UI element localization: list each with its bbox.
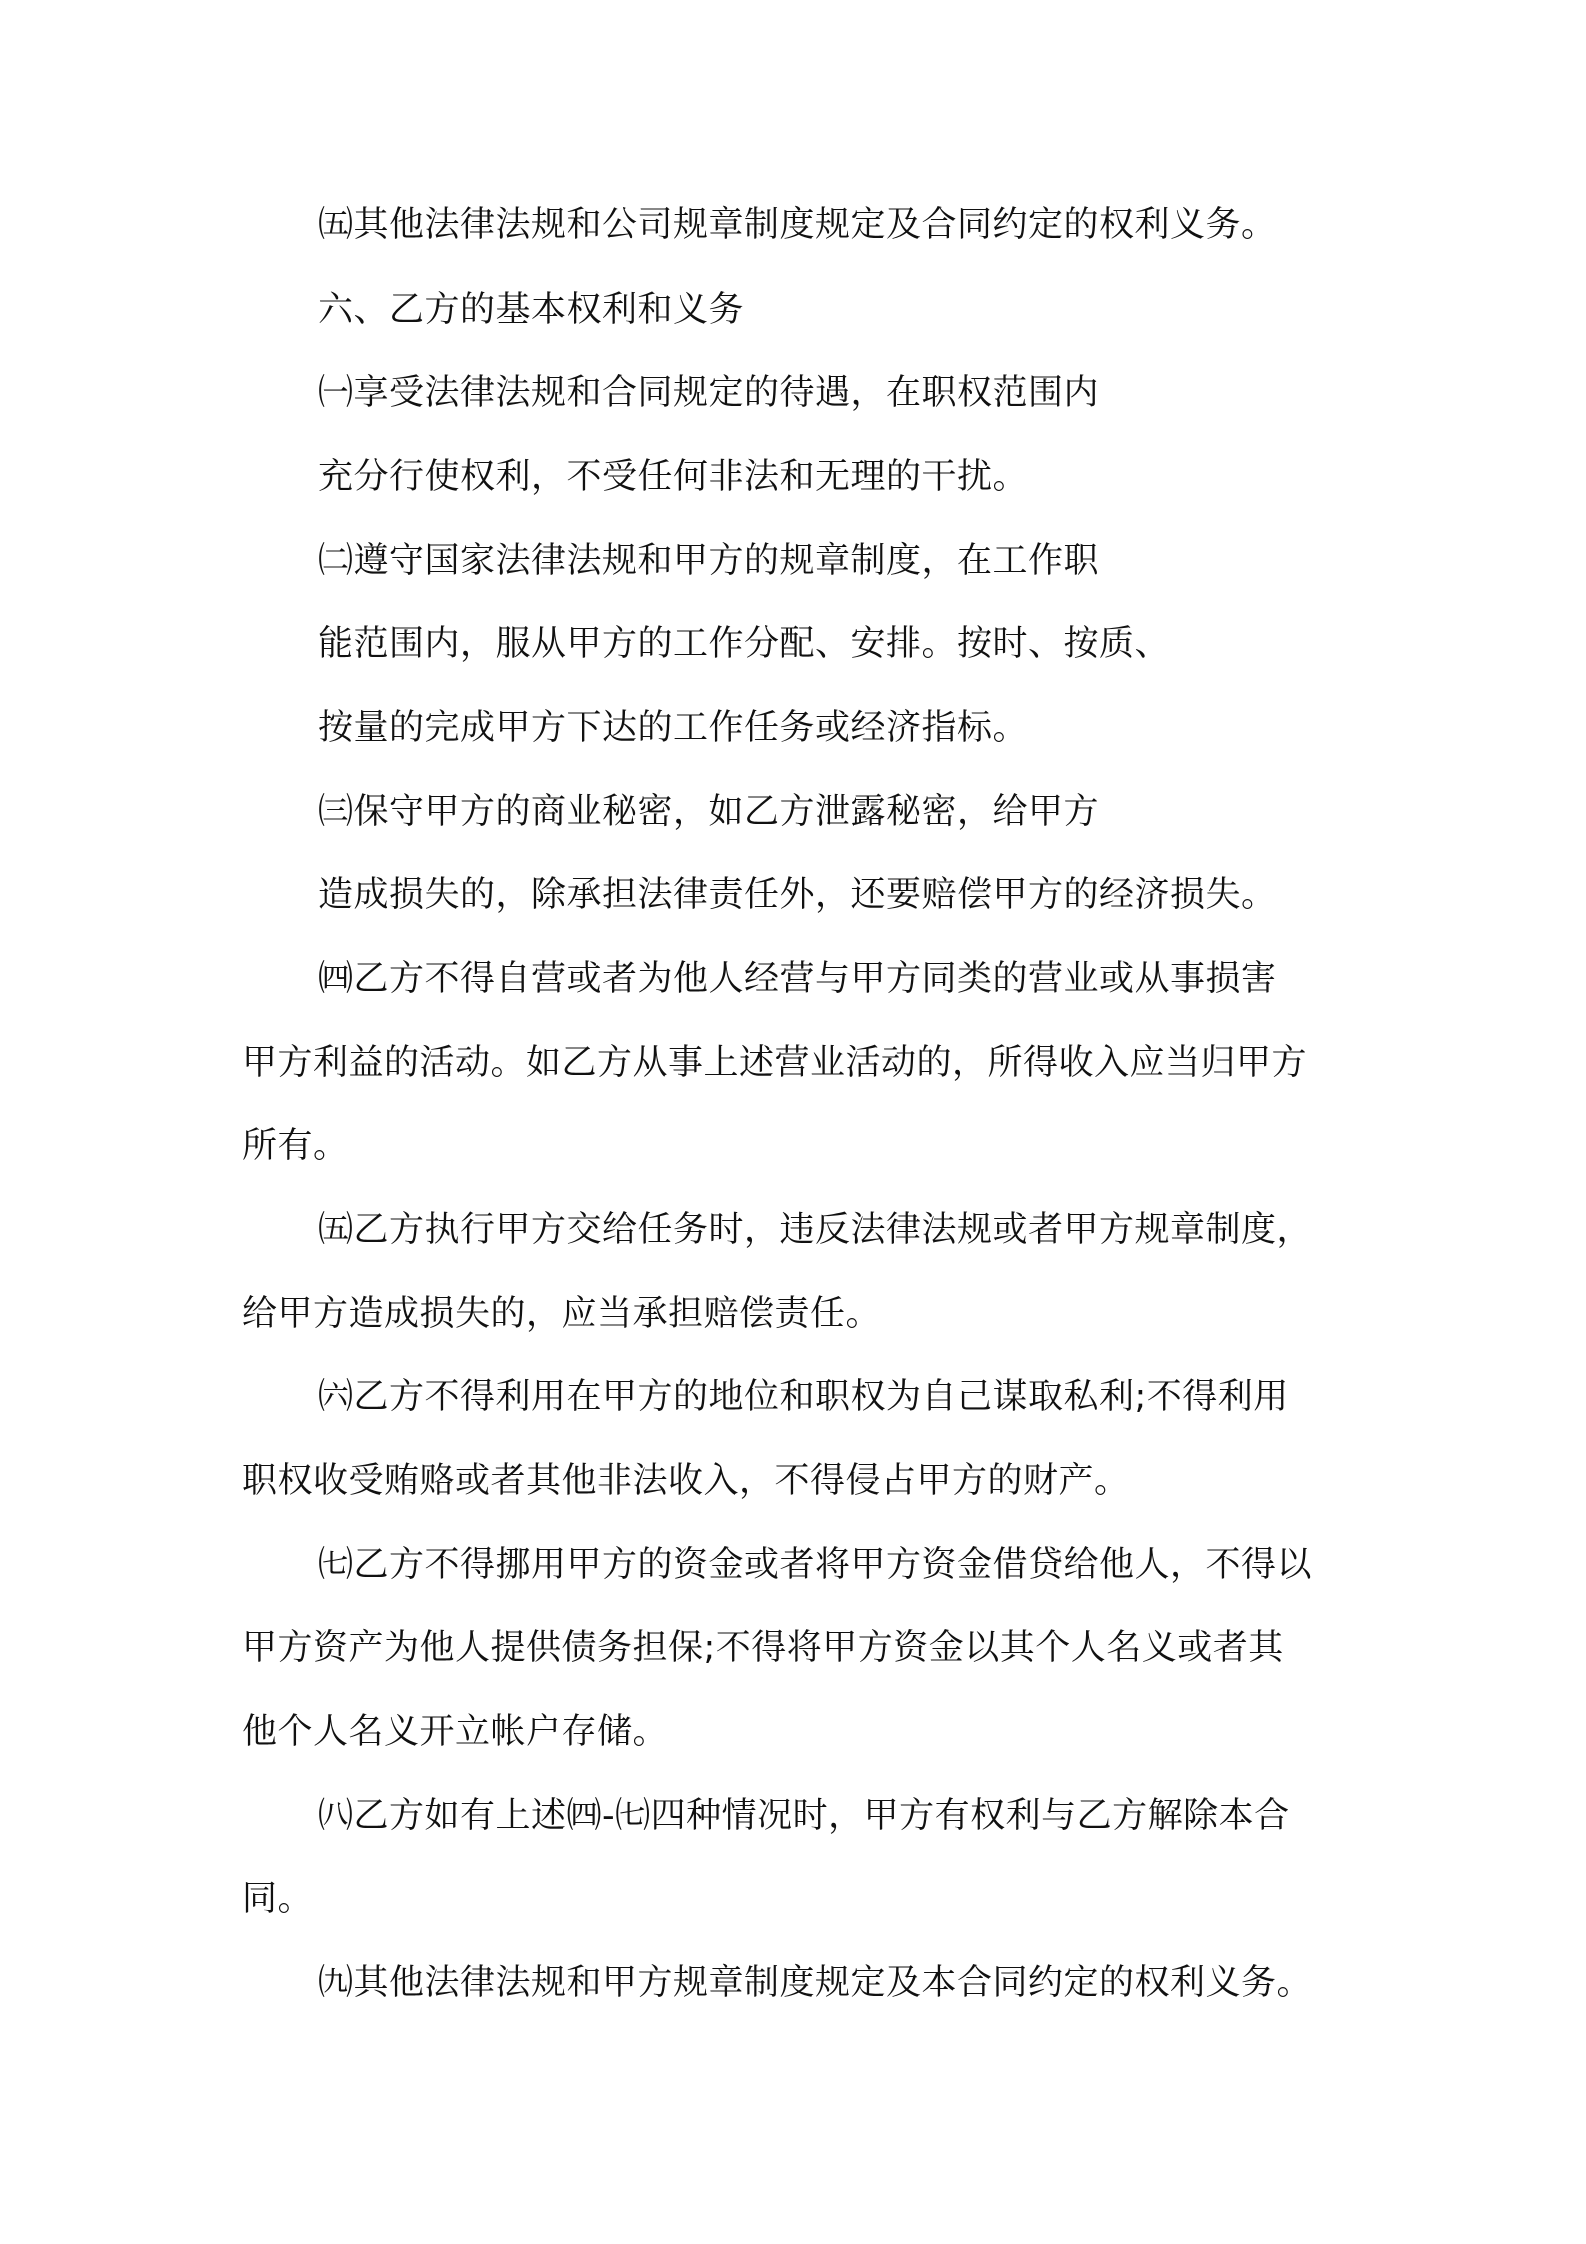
paragraph-line: 能范围内，服从甲方的工作分配、安排。按时、按质、 <box>318 624 1171 664</box>
paragraph-line: ㈧乙方如有上述㈣-㈦四种情况时，甲方有权利与乙方解除本合 <box>318 1796 1290 1836</box>
paragraph-line: ㈨其他法律法规和甲方规章制度规定及本合同约定的权利义务。 <box>318 1963 1313 2003</box>
paragraph-line: ㈥乙方不得利用在甲方的地位和职权为自己谋取私利;不得利用 <box>318 1377 1289 1417</box>
paragraph-line: ㈢保守甲方的商业秘密，如乙方泄露秘密，给甲方 <box>318 792 1100 832</box>
paragraph-line: ㈤乙方执行甲方交给任务时，违反法律法规或者甲方规章制度， <box>318 1210 1313 1250</box>
paragraph-line: ㈤其他法律法规和公司规章制度规定及合同约定的权利义务。 <box>318 205 1277 245</box>
paragraph-line: 同。 <box>242 1879 314 1919</box>
paragraph-line: 造成损失的，除承担法律责任外，还要赔偿甲方的经济损失。 <box>318 875 1277 915</box>
paragraph-line: ㈣乙方不得自营或者为他人经营与甲方同类的营业或从事损害 <box>318 959 1277 999</box>
paragraph-line: 所有。 <box>242 1126 349 1166</box>
paragraph-line: 按量的完成甲方下达的工作任务或经济指标。 <box>318 708 1029 748</box>
paragraph-line: ㈡遵守国家法律法规和甲方的规章制度，在工作职 <box>318 541 1100 581</box>
section-heading: 六、乙方的基本权利和义务 <box>318 290 745 330</box>
paragraph-line: 甲方资产为他人提供债务担保;不得将甲方资金以其个人名义或者其 <box>242 1628 1284 1668</box>
paragraph-line: 甲方利益的活动。如乙方从事上述营业活动的，所得收入应当归甲方 <box>242 1043 1308 1083</box>
paragraph-line: ㈦乙方不得挪用甲方的资金或者将甲方资金借贷给他人，不得以 <box>318 1545 1313 1585</box>
paragraph-line: 充分行使权利，不受任何非法和无理的干扰。 <box>318 457 1029 497</box>
paragraph-line: 职权收受贿赂或者其他非法收入，不得侵占甲方的财产。 <box>242 1461 1130 1501</box>
paragraph-line: 他个人名义开立帐户存储。 <box>242 1712 669 1752</box>
paragraph-line: 给甲方造成损失的，应当承担赔偿责任。 <box>242 1294 882 1334</box>
paragraph-line: ㈠享受法律法规和合同规定的待遇，在职权范围内 <box>318 373 1100 413</box>
